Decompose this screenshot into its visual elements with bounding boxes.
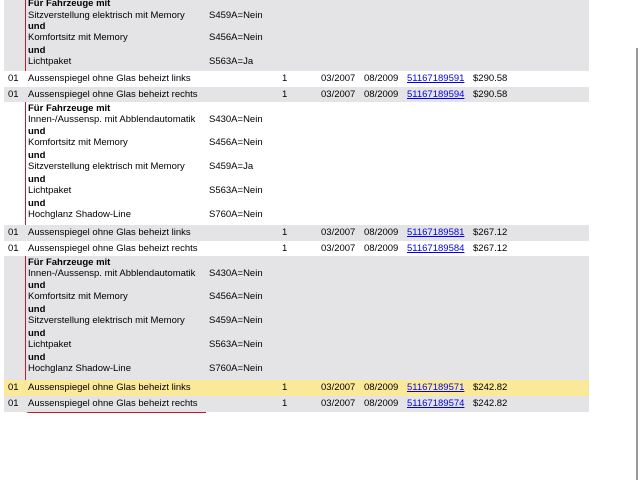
condition-code: S456A=Nein: [209, 291, 263, 303]
description-cell: Aussenspiegel ohne Glas beheizt rechts: [28, 242, 198, 254]
table-row[interactable]: [4, 71, 589, 87]
condition-connector: und: [28, 327, 46, 339]
condition-label: Komfortsitz mit Memory: [28, 137, 128, 149]
condition-connector: und: [28, 351, 46, 363]
table-row-selected[interactable]: [4, 380, 589, 396]
description-cell: Aussenspiegel ohne Glas beheizt links: [28, 382, 191, 394]
condition-label: Komfortsitz mit Memory: [28, 291, 128, 303]
part-number-link[interactable]: 51167189581: [407, 227, 465, 239]
condition-label: Lichtpaket: [28, 338, 72, 350]
price-cell: $267.12: [473, 242, 508, 254]
condition-code: S459A=Ja: [209, 160, 254, 172]
condition-code: S760A=Nein: [209, 362, 263, 374]
quantity-cell: 1: [282, 227, 288, 239]
condition-heading: Für Fahrzeuge mit: [28, 0, 111, 9]
part-number-link[interactable]: 51167189574: [407, 397, 465, 409]
condition-code: S459A=Nein: [209, 10, 263, 21]
table-row[interactable]: [4, 396, 589, 412]
quantity-cell: 1: [282, 88, 288, 100]
condition-code: S430A=Nein: [209, 114, 263, 126]
part-number-link[interactable]: 51167189591: [407, 73, 465, 84]
condition-connector: und: [28, 44, 46, 56]
price-cell: $290.58: [473, 73, 508, 84]
from-date-cell: 03/2007: [321, 73, 356, 84]
part-number-link[interactable]: 51167189571: [407, 382, 465, 394]
condition-label: Sitzverstellung elektrisch mit Memory: [28, 315, 185, 327]
description-cell: Aussenspiegel ohne Glas beheizt links: [28, 73, 191, 84]
condition-code: S456A=Nein: [209, 137, 263, 149]
to-date-cell: 08/2009: [364, 227, 399, 239]
parts-table: [4, 0, 589, 412]
from-date-cell: 03/2007: [321, 88, 356, 100]
condition-code: S430A=Nein: [209, 268, 263, 280]
condition-connector: und: [28, 173, 46, 185]
condition-label: Komfortsitz mit Memory: [28, 32, 128, 43]
position-cell: 01: [8, 227, 19, 239]
condition-label: Hochglanz Shadow-Line: [28, 208, 131, 220]
condition-label: Innen-/Aussensp. mit Abblendautomatik: [28, 114, 196, 126]
price-cell: $290.58: [473, 88, 508, 100]
condition-label: Innen-/Aussensp. mit Abblendautomatik: [28, 268, 196, 280]
to-date-cell: 08/2009: [364, 242, 399, 254]
position-cell: 01: [8, 88, 19, 100]
condition-block: [4, 0, 589, 71]
from-date-cell: 03/2007: [321, 382, 356, 394]
condition-code: S563A=Ja: [209, 55, 254, 67]
to-date-cell: 08/2009: [364, 382, 399, 394]
from-date-cell: 03/2007: [321, 227, 356, 239]
condition-connector: und: [28, 304, 46, 316]
condition-code: S459A=Nein: [209, 315, 263, 327]
from-date-cell: 03/2007: [321, 242, 356, 254]
description-cell: Aussenspiegel ohne Glas beheizt rechts: [28, 88, 198, 100]
condition-code: S760A=Nein: [209, 208, 263, 220]
condition-block: [4, 102, 589, 225]
condition-connector: und: [28, 280, 46, 292]
quantity-cell: 1: [282, 397, 288, 409]
condition-heading: Für Fahrzeuge mit: [28, 103, 111, 115]
quantity-cell: 1: [282, 382, 288, 394]
to-date-cell: 08/2009: [364, 88, 399, 100]
condition-label: Sitzverstellung elektrisch mit Memory: [28, 160, 185, 172]
price-cell: $242.82: [473, 382, 508, 394]
condition-code: S563A=Nein: [209, 184, 263, 196]
condition-label: Hochglanz Shadow-Line: [28, 362, 131, 374]
condition-label: Sitzverstellung elektrisch mit Memory: [28, 10, 185, 21]
condition-connector: und: [28, 149, 46, 161]
price-cell: $267.12: [473, 227, 508, 239]
position-cell: 01: [8, 242, 19, 254]
position-cell: 01: [8, 382, 19, 394]
vertical-scrollbar[interactable]: [636, 48, 638, 480]
table-row[interactable]: [4, 87, 589, 103]
position-cell: 01: [8, 73, 19, 84]
condition-connector: und: [28, 197, 46, 209]
part-number-link[interactable]: 51167189584: [407, 242, 465, 254]
condition-code: S456A=Nein: [209, 32, 263, 43]
condition-block: [4, 256, 589, 380]
condition-code: S563A=Nein: [209, 338, 263, 350]
position-cell: 01: [8, 397, 19, 409]
quantity-cell: 1: [282, 242, 288, 254]
part-number-link[interactable]: 51167189594: [407, 88, 465, 100]
condition-label: Lichtpaket: [28, 55, 72, 67]
description-cell: Aussenspiegel ohne Glas beheizt rechts: [28, 397, 198, 409]
condition-label: Lichtpaket: [28, 184, 72, 196]
table-row[interactable]: [4, 225, 589, 241]
condition-heading: Für Fahrzeuge mit: [28, 257, 111, 269]
from-date-cell: 03/2007: [321, 397, 356, 409]
description-cell: Aussenspiegel ohne Glas beheizt links: [28, 227, 191, 239]
quantity-cell: 1: [282, 73, 288, 84]
condition-connector: und: [28, 126, 46, 138]
to-date-cell: 08/2009: [364, 73, 399, 84]
condition-connector: und: [28, 21, 46, 32]
to-date-cell: 08/2009: [364, 397, 399, 409]
price-cell: $242.82: [473, 397, 508, 409]
table-row[interactable]: [4, 241, 589, 257]
